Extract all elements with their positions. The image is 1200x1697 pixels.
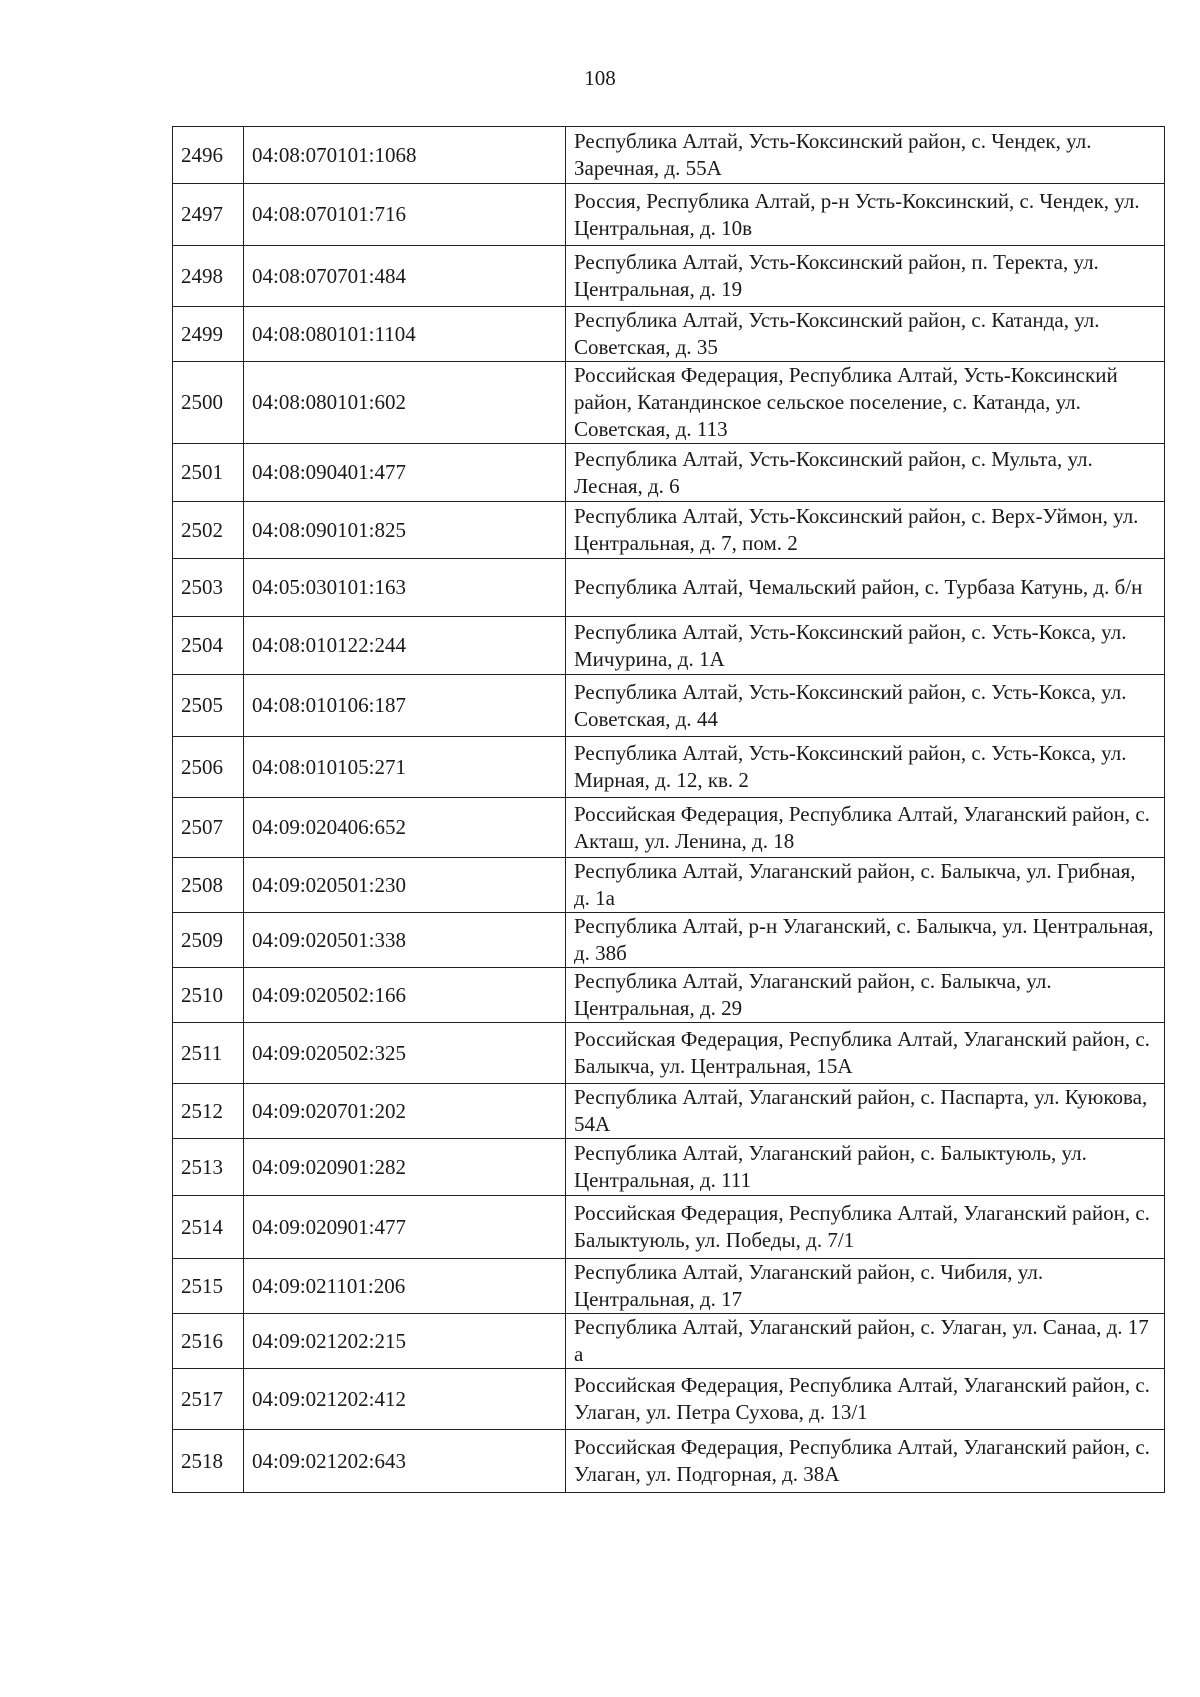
row-number-cell: 2498 <box>173 246 244 307</box>
table-row <box>173 1139 1165 1196</box>
table-row <box>173 127 1165 184</box>
row-number-cell: 2516 <box>173 1314 244 1369</box>
property-table <box>172 126 1165 1493</box>
row-number-cell: 2517 <box>173 1369 244 1430</box>
cadastral-number-cell: 04:08:010122:244 <box>244 617 566 675</box>
cadastral-number-cell: 04:09:020502:325 <box>244 1023 566 1084</box>
page-number: 108 <box>584 66 616 90</box>
row-number-cell: 2500 <box>173 362 244 444</box>
row-number-cell: 2507 <box>173 798 244 858</box>
table-row <box>173 617 1165 675</box>
row-number-cell: 2508 <box>173 858 244 913</box>
row-number-cell: 2501 <box>173 444 244 502</box>
table-row <box>173 502 1165 559</box>
address-cell: Республика Алтай, Улаганский район, с. Балыктуюль, ул. Центральная, д. 111 <box>566 1139 1165 1196</box>
row-number-cell: 2497 <box>173 184 244 246</box>
address-cell: Республика Алтай, Усть-Коксинский район, с. Усть-Кокса, ул. Мирная, д. 12, кв. 2 <box>566 737 1165 798</box>
address-cell: Республика Алтай, Улаганский район, с. Улаган, ул. Санаа, д. 17 а <box>566 1314 1165 1369</box>
cadastral-number-cell: 04:08:010106:187 <box>244 675 566 737</box>
row-number-cell: 2514 <box>173 1196 244 1259</box>
address-cell: Российская Федерация, Республика Алтай, Улаганский район, с. Улаган, ул. Петра Сухова, д. 13/1 <box>566 1369 1165 1430</box>
cadastral-number-cell: 04:09:020501:338 <box>244 913 566 968</box>
row-number-cell: 2515 <box>173 1259 244 1314</box>
address-cell: Республика Алтай, Усть-Коксинский район, с. Мульта, ул. Лесная, д. 6 <box>566 444 1165 502</box>
table-row <box>173 737 1165 798</box>
table-row <box>173 362 1165 444</box>
address-cell: Республика Алтай, Усть-Коксинский район, п. Теректа, ул. Центральная, д. 19 <box>566 246 1165 307</box>
property-table-body <box>173 127 1165 1493</box>
cadastral-number-cell: 04:08:070701:484 <box>244 246 566 307</box>
address-cell: Республика Алтай, Улаганский район, с. Паспарта, ул. Куюкова, 54А <box>566 1084 1165 1139</box>
address-cell: Республика Алтай, Улаганский район, с. Балыкча, ул. Грибная, д. 1а <box>566 858 1165 913</box>
cadastral-number-cell: 04:09:021101:206 <box>244 1259 566 1314</box>
row-number-cell: 2502 <box>173 502 244 559</box>
address-cell: Республика Алтай, Усть-Коксинский район, с. Чендек, ул. Заречная, д. 55А <box>566 127 1165 184</box>
table-row <box>173 444 1165 502</box>
cadastral-number-cell: 04:08:080101:1104 <box>244 307 566 362</box>
address-cell: Республика Алтай, р-н Улаганский, с. Балыкча, ул. Центральная, д. 38б <box>566 913 1165 968</box>
address-cell: Российская Федерация, Республика Алтай, Улаганский район, с. Улаган, ул. Подгорная, д. 38А <box>566 1430 1165 1493</box>
table-row <box>173 184 1165 246</box>
cadastral-number-cell: 04:09:020406:652 <box>244 798 566 858</box>
table-row <box>173 968 1165 1023</box>
table-row <box>173 307 1165 362</box>
row-number-cell: 2499 <box>173 307 244 362</box>
address-cell: Российская Федерация, Республика Алтай, Улаганский район, с. Балыктуюль, ул. Победы, д. 7/1 <box>566 1196 1165 1259</box>
address-cell: Республика Алтай, Усть-Коксинский район, с. Катанда, ул. Советская, д. 35 <box>566 307 1165 362</box>
cadastral-number-cell: 04:09:020901:477 <box>244 1196 566 1259</box>
table-row <box>173 559 1165 617</box>
address-cell: Российская Федерация, Республика Алтай, Усть-Коксинский район, Катандинское сельское поселение, с. Катанда, ул. Советская, д. 113 <box>566 362 1165 444</box>
table-row <box>173 858 1165 913</box>
cadastral-number-cell: 04:09:021202:215 <box>244 1314 566 1369</box>
address-cell: Россия, Республика Алтай, р-н Усть-Коксинский, с. Чендек, ул. Центральная, д. 10в <box>566 184 1165 246</box>
table-row <box>173 798 1165 858</box>
row-number-cell: 2510 <box>173 968 244 1023</box>
row-number-cell: 2513 <box>173 1139 244 1196</box>
row-number-cell: 2506 <box>173 737 244 798</box>
cadastral-number-cell: 04:09:020901:282 <box>244 1139 566 1196</box>
cadastral-number-cell: 04:08:090101:825 <box>244 502 566 559</box>
row-number-cell: 2518 <box>173 1430 244 1493</box>
cadastral-number-cell: 04:09:021202:412 <box>244 1369 566 1430</box>
row-number-cell: 2509 <box>173 913 244 968</box>
address-cell: Республика Алтай, Усть-Коксинский район, с. Верх-Уймон, ул. Центральная, д. 7, пом. 2 <box>566 502 1165 559</box>
table-row <box>173 1196 1165 1259</box>
row-number-cell: 2504 <box>173 617 244 675</box>
cadastral-number-cell: 04:08:010105:271 <box>244 737 566 798</box>
address-cell: Российская Федерация, Республика Алтай, Улаганский район, с. Акташ, ул. Ленина, д. 18 <box>566 798 1165 858</box>
address-cell: Республика Алтай, Улаганский район, с. Балыкча, ул. Центральная, д. 29 <box>566 968 1165 1023</box>
row-number-cell: 2496 <box>173 127 244 184</box>
cadastral-number-cell: 04:09:020502:166 <box>244 968 566 1023</box>
cadastral-number-cell: 04:08:080101:602 <box>244 362 566 444</box>
row-number-cell: 2505 <box>173 675 244 737</box>
cadastral-number-cell: 04:09:020701:202 <box>244 1084 566 1139</box>
row-number-cell: 2512 <box>173 1084 244 1139</box>
table-row <box>173 1259 1165 1314</box>
table-row <box>173 913 1165 968</box>
cadastral-number-cell: 04:08:090401:477 <box>244 444 566 502</box>
table-row <box>173 1084 1165 1139</box>
address-cell: Республика Алтай, Усть-Коксинский район, с. Усть-Кокса, ул. Мичурина, д. 1А <box>566 617 1165 675</box>
address-cell: Республика Алтай, Чемальский район, с. Турбаза Катунь, д. б/н <box>566 559 1165 617</box>
table-row <box>173 1369 1165 1430</box>
table-row <box>173 1023 1165 1084</box>
cadastral-number-cell: 04:08:070101:1068 <box>244 127 566 184</box>
address-cell: Республика Алтай, Усть-Коксинский район, с. Усть-Кокса, ул. Советская, д. 44 <box>566 675 1165 737</box>
row-number-cell: 2503 <box>173 559 244 617</box>
table-row <box>173 1314 1165 1369</box>
table-row <box>173 675 1165 737</box>
cadastral-number-cell: 04:05:030101:163 <box>244 559 566 617</box>
cadastral-number-cell: 04:09:020501:230 <box>244 858 566 913</box>
row-number-cell: 2511 <box>173 1023 244 1084</box>
cadastral-number-cell: 04:09:021202:643 <box>244 1430 566 1493</box>
cadastral-number-cell: 04:08:070101:716 <box>244 184 566 246</box>
address-cell: Российская Федерация, Республика Алтай, Улаганский район, с. Балыкча, ул. Центральная, 15А <box>566 1023 1165 1084</box>
table-row <box>173 246 1165 307</box>
table-row <box>173 1430 1165 1493</box>
address-cell: Республика Алтай, Улаганский район, с. Чибиля, ул. Центральная, д. 17 <box>566 1259 1165 1314</box>
